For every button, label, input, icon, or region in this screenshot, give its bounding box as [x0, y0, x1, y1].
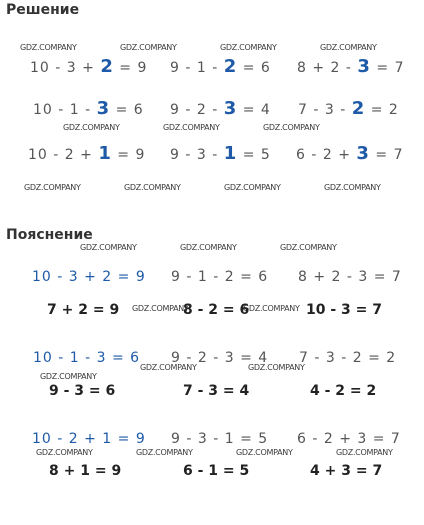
watermark: GDZ.COMPANY: [263, 123, 320, 132]
watermark: GDZ.COMPANY: [220, 43, 277, 52]
solution-equation: 9 - 2 - 3 = 4: [170, 98, 271, 119]
answer-number: 1: [223, 143, 238, 164]
watermark: GDZ.COMPANY: [20, 43, 77, 52]
explanation-step: 6 - 1 = 5: [183, 463, 250, 479]
watermark: GDZ.COMPANY: [224, 183, 281, 192]
watermark: GDZ.COMPANY: [132, 304, 189, 313]
explanation-equation: 10 - 3 + 2 = 9: [32, 269, 146, 285]
watermark: GDZ.COMPANY: [163, 123, 220, 132]
solution-equation: 9 - 3 - 1 = 5: [170, 143, 271, 164]
watermark: GDZ.COMPANY: [136, 448, 193, 457]
explanation-equation: 9 - 2 - 3 = 4: [171, 350, 269, 366]
answer-number: 3: [356, 143, 370, 164]
watermark: GDZ.COMPANY: [124, 183, 181, 192]
watermark: GDZ.COMPANY: [248, 363, 305, 372]
explanation-step: 9 - 3 = 6: [49, 383, 116, 399]
explanation-equation: 10 - 2 + 1 = 9: [32, 431, 146, 447]
explanation-step: 7 + 2 = 9: [47, 302, 120, 318]
explanation-step: 8 + 1 = 9: [49, 463, 122, 479]
solution-heading: Решение: [6, 2, 80, 18]
solution-equation: 10 - 3 + 2 = 9: [30, 56, 148, 77]
explanation-heading: Пояснение: [6, 227, 93, 243]
explanation-equation: 9 - 3 - 1 = 5: [171, 431, 269, 447]
solution-equation: 6 - 2 + 3 = 7: [296, 143, 404, 164]
answer-number: 1: [98, 143, 112, 164]
watermark: GDZ.COMPANY: [320, 43, 377, 52]
answer-number: 3: [223, 98, 238, 119]
explanation-equation: 7 - 3 - 2 = 2: [299, 350, 397, 366]
answer-number: 2: [351, 98, 366, 119]
answer-number: 2: [100, 56, 114, 77]
watermark: GDZ.COMPANY: [80, 243, 137, 252]
explanation-step: 10 - 3 = 7: [306, 302, 383, 318]
watermark: GDZ.COMPANY: [40, 372, 97, 381]
solution-equation: 10 - 2 + 1 = 9: [28, 143, 146, 164]
solution-equation: 8 + 2 - 3 = 7: [297, 56, 405, 77]
explanation-equation: 8 + 2 - 3 = 7: [298, 269, 402, 285]
explanation-step: 4 + 3 = 7: [310, 463, 383, 479]
answer-number: 3: [96, 98, 111, 119]
explanation-step: 7 - 3 = 4: [183, 383, 250, 399]
explanation-equation: 6 - 2 + 3 = 7: [297, 431, 401, 447]
watermark: GDZ.COMPANY: [324, 183, 381, 192]
answer-number: 3: [357, 56, 371, 77]
watermark: GDZ.COMPANY: [336, 448, 393, 457]
watermark: GDZ.COMPANY: [236, 448, 293, 457]
watermark: GDZ.COMPANY: [24, 183, 81, 192]
answer-number: 2: [223, 56, 238, 77]
watermark: GDZ.COMPANY: [280, 243, 337, 252]
watermark: GDZ.COMPANY: [63, 123, 120, 132]
watermark: GDZ.COMPANY: [180, 243, 237, 252]
solution-equation: 10 - 1 - 3 = 6: [33, 98, 144, 119]
watermark: GDZ.COMPANY: [243, 304, 300, 313]
watermark: GDZ.COMPANY: [36, 448, 93, 457]
explanation-equation: 10 - 1 - 3 = 6: [33, 350, 141, 366]
explanation-equation: 9 - 1 - 2 = 6: [171, 269, 269, 285]
solution-equation: 9 - 1 - 2 = 6: [170, 56, 271, 77]
watermark: GDZ.COMPANY: [140, 363, 197, 372]
explanation-step: 4 - 2 = 2: [310, 383, 377, 399]
explanation-step: 8 - 2 = 6: [183, 302, 250, 318]
solution-equation: 7 - 3 - 2 = 2: [298, 98, 399, 119]
watermark: GDZ.COMPANY: [120, 43, 177, 52]
